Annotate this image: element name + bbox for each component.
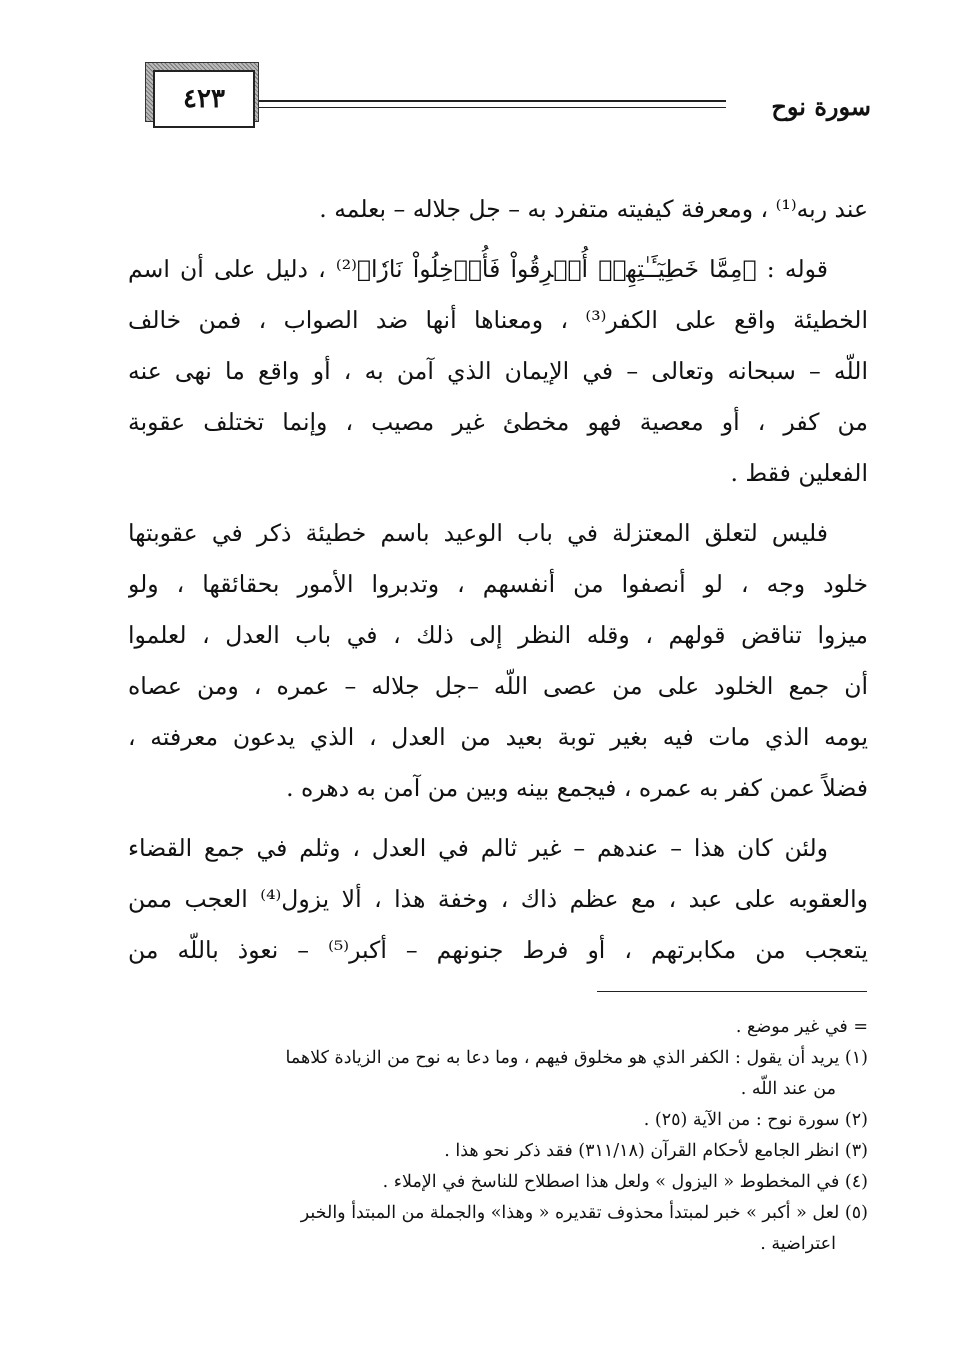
- page-number: ٤٢٣: [153, 70, 255, 128]
- text-line: الفعلين فقط .: [730, 459, 868, 487]
- footnote: (٢) سورة نوح : من الآية (٢٥) .: [643, 1110, 868, 1130]
- footnote: (١) يريد أن يقول : الكفر الذي هو مخلوق فيهم ، وما دعا به نوح من الزيادة كلاهما: [285, 1048, 868, 1068]
- footnote: اعتراضية .: [760, 1234, 836, 1254]
- footnote: = في غير موضع .: [735, 1017, 868, 1037]
- text-line: يتعجب من مكابرتهم ، أو فرط جنونهم – أكبر⁽⁵⁾ – نعوذ باللّه من: [128, 936, 868, 964]
- text-line: أن جمع الخلود على من عصى اللّه –جل جلاله – عمره ، ومن عصاه: [128, 672, 868, 700]
- text-line: خلود وجه ، لو أنصفوا من أنفسهم ، وتدبروا الأمور بحقائقها ، ولو: [128, 570, 868, 598]
- text-line: من كفر ، أو معصية فهو مخطئ غير مصيب ، وإنما تختلف عقوبة: [128, 408, 868, 436]
- surah-title: سورة نوح: [771, 92, 871, 121]
- footnote: (٥) لعل « أكبر » خبر لمبتدأ محذوف تقديره « وهذا» والجملة من المبتدأ والخبر: [300, 1203, 868, 1223]
- body-text: [128, 184, 868, 976]
- text-line: ميزوا تناقض قولهم ، وقله النظر إلى ذلك ، في باب العدل ، لعلموا: [128, 621, 868, 649]
- text-line: يومه الذي مات فيه بغير توبة بعيد من العدل ، الذي يدعون معرفته ،: [128, 723, 868, 751]
- text-line: اللّه – سبحانه وتعالى – في الإيمان الذي آمن به ، أو واقع ما نهى عنه: [128, 357, 868, 385]
- footnote-separator: [597, 991, 867, 992]
- text-line: فضلاً عمن كفر به عمره ، فيجمع بينه وبين من آمن به دهره .: [286, 774, 868, 802]
- text-line: قوله : ﴿مِمَّا خَطِيٓـَٔـٰتِهِمۡ أُغۡرِقُواْ فَأُدۡخِلُواْ نَارٗا﴾⁽²⁾ ، دليل على أن اسم: [128, 255, 828, 283]
- footnote: من عند اللّه .: [740, 1079, 836, 1099]
- text-line: ولئن كان هذا – عندهم – غير ثالم في العدل ، وثلم في جمع القضاء: [128, 834, 828, 862]
- footnote: (٣) انظر الجامع لأحكام القرآن (٣١١/١٨) فقد ذكر نحو هذا .: [444, 1141, 868, 1161]
- text-line: والعقوبه على عبد ، مع عظم ذاك ، وخفة هذا ، ألا يزول⁽⁴⁾ العجب ممن: [128, 885, 868, 913]
- footnotes: [120, 1012, 868, 1260]
- text-line: فليس لتعلق المعتزلة في باب الوعيد باسم خطيئة ذكر في عقوبتها: [128, 519, 828, 547]
- text-line: عند ربه⁽¹⁾ ، ومعرفة كيفيته متفرد به – جل جلاله – بعلمه .: [319, 195, 868, 223]
- header-rule: [258, 100, 726, 108]
- footnote: (٤) في المخطوط « اليزول » ولعل هذا اصطلاح للناسخ في الإملاء .: [382, 1172, 868, 1192]
- text-line: الخطيئة واقع على الكفر⁽³⁾ ، ومعناها أنها ضد الصواب ، فمن خالف: [128, 306, 868, 334]
